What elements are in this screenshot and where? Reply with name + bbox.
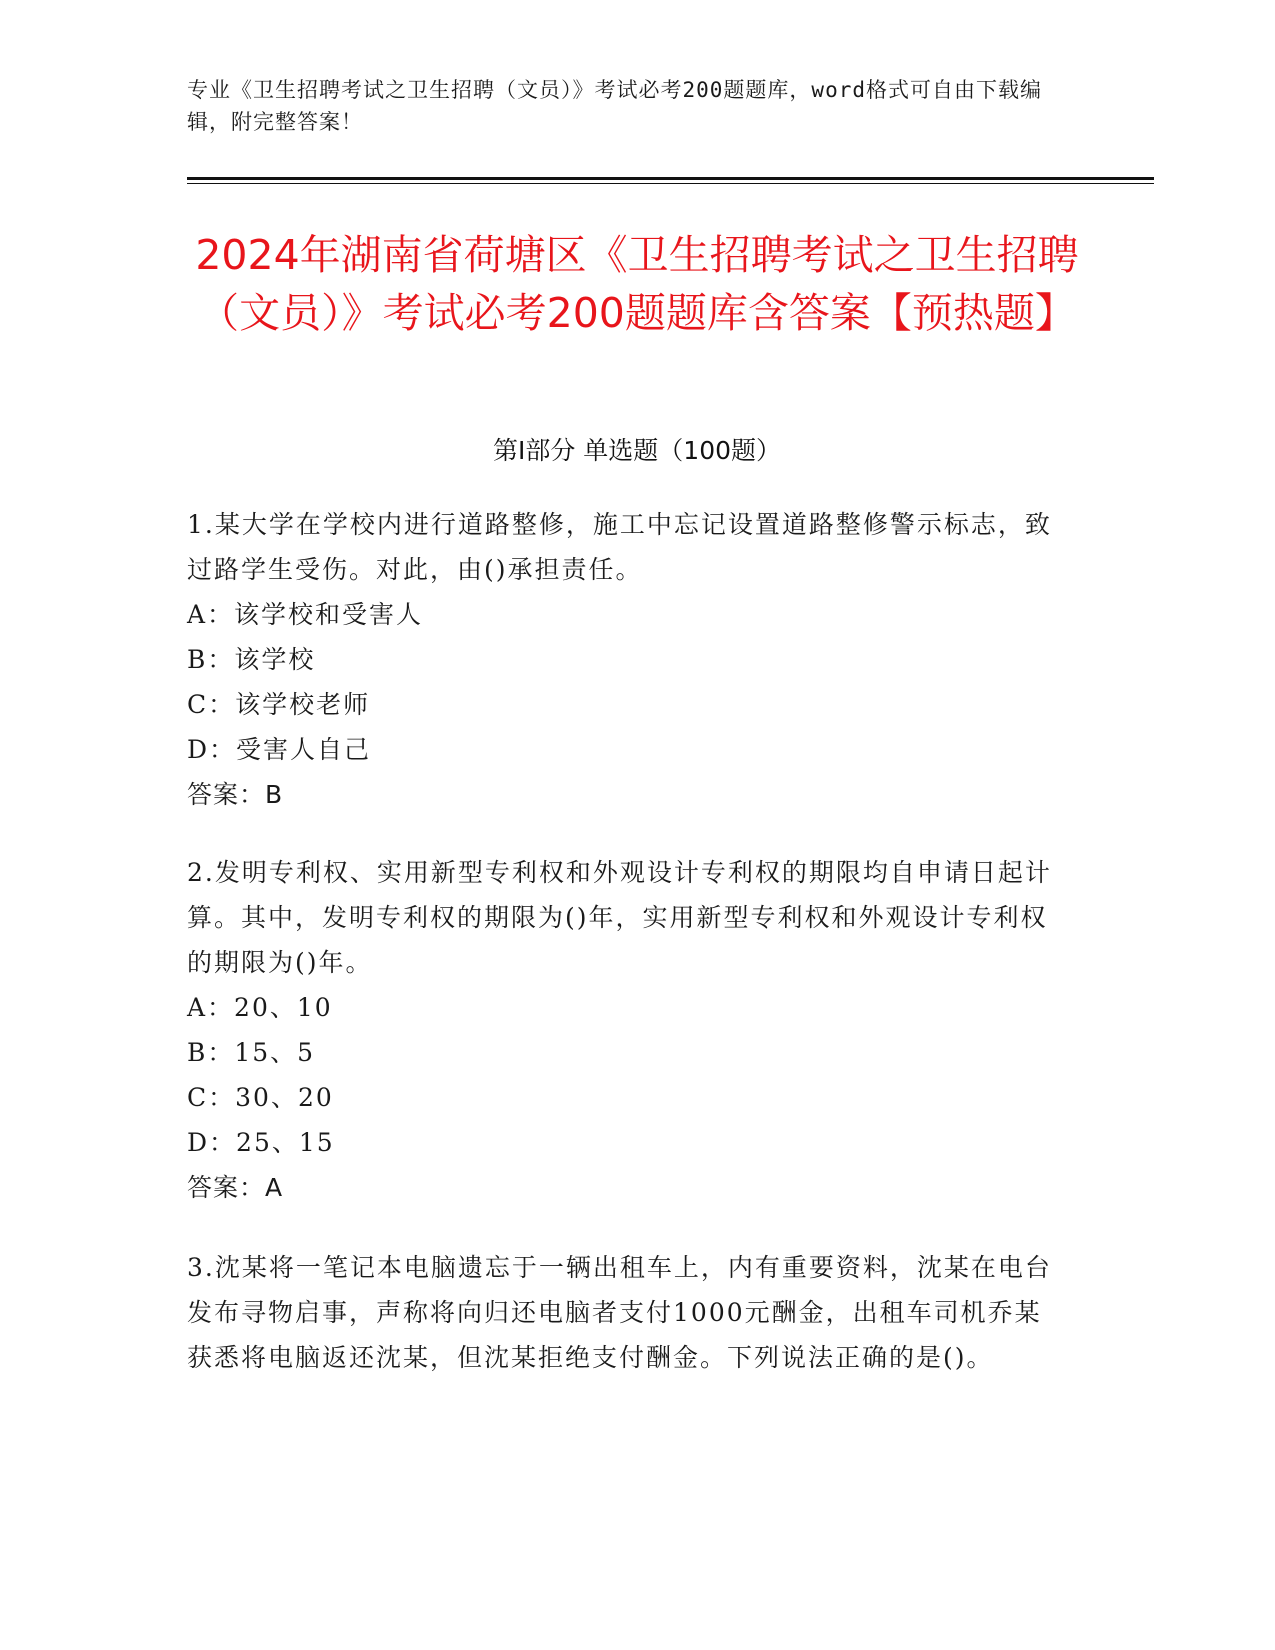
option-b: B：该学校 bbox=[187, 645, 316, 674]
option-b: B：15、5 bbox=[187, 1038, 316, 1067]
question-2 bbox=[187, 850, 1067, 1210]
header-note: 专业《卫生招聘考试之卫生招聘（文员）》考试必考200题题库，word格式可自由下载编辑，附完整答案！ bbox=[187, 78, 1042, 134]
option-d: D：25、15 bbox=[187, 1128, 335, 1157]
question-3 bbox=[187, 1245, 1067, 1380]
header-rule-thick bbox=[187, 177, 1154, 180]
option-c: C：30、20 bbox=[187, 1083, 334, 1112]
section-heading: 第Ⅰ部分 单选题（100题） bbox=[492, 436, 782, 465]
option-d: D：受害人自己 bbox=[187, 735, 372, 764]
document-title: 2024年湖南省荷塘区《卫生招聘考试之卫生招聘（文员）》考试必考200题题库含答案【预热题】 bbox=[195, 231, 1079, 337]
header-rule-thin bbox=[187, 183, 1154, 184]
option-a: A：该学校和受害人 bbox=[187, 600, 424, 629]
answer: 答案：B bbox=[187, 780, 284, 809]
option-a: A：20、10 bbox=[187, 993, 333, 1022]
answer: 答案：A bbox=[187, 1173, 284, 1202]
question-stem: 2.发明专利权、实用新型专利权和外观设计专利权的期限均自申请日起计算。其中，发明专利权的期限为()年，实用新型专利权和外观设计专利权的期限为()年。 bbox=[187, 858, 1052, 977]
question-stem: 3.沈某将一笔记本电脑遗忘于一辆出租车上，内有重要资料，沈某在电台发布寻物启事，声称将向归还电脑者支付1000元酬金，出租车司机乔某获悉将电脑返还沈某，但沈某拒绝支付酬金。下列说法正确的是()。 bbox=[187, 1253, 1052, 1372]
option-c: C：该学校老师 bbox=[187, 690, 371, 719]
question-1 bbox=[187, 502, 1067, 817]
question-stem: 1.某大学在学校内进行道路整修，施工中忘记设置道路整修警示标志，致过路学生受伤。对此，由()承担责任。 bbox=[187, 510, 1052, 584]
